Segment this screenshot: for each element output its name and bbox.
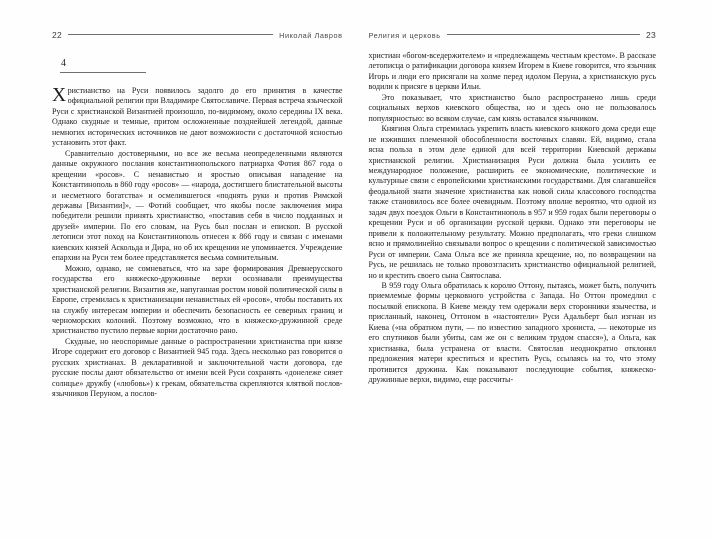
- paragraph: Можно, однако, не сомневаться, что на заре формирования Древнерусского государства его княжеско-дружинные верхи осознавали преимущества христианской религии. Византия же, напуганная ростом новой политической силы в Европе, стремилась к христианизации ненавистных ей «росов», чтобы поставить их на службу интересам империи и обеспечить безопасность ее северных границ и черноморских колоний. Поэтому возможно, что в княжеско-дружинной среде христианство пустило первые корни достаточно рано.: [52, 263, 343, 336]
- left-running-head-rule: [68, 34, 273, 35]
- paragraph: христиан «богом-вседержителем» и «предлежащемь честным крестом». В рассказе летописца о ратификации договора князем Игорем в Киеве говорится, что язычник Игорь и люди его присягали на холме перед идолом Перуна, а христианскую русь водили к присяге в церкви Ильи.: [368, 51, 656, 92]
- right-running-head: [369, 28, 657, 42]
- paragraph: Это показывает, что христианство было распространено лишь среди социальных верхов киевского общества, но и здесь оно не пользовалось популярностью: во всяком случае, сам князь оставался язычником.: [368, 92, 656, 123]
- chapter-number: 4: [61, 58, 66, 69]
- left-running-head-title: Николай Лавров: [279, 30, 343, 40]
- paragraph: Христианство на Руси появилось задолго до его принятия в качестве официальной религии при Владимире Святославиче. Первая встреча языческой Руси с христианской Византией произошло, по-видимому, около середины IX века. Однако скудные и темные, притом осложненные позднейшей легендой, данные немногих исторических источников не дают возможности с достаточной ясностью установить этот факт.: [52, 85, 343, 148]
- right-page-body: [369, 51, 657, 386]
- right-running-head-rule: [447, 34, 640, 35]
- right-page: [356, 0, 711, 540]
- left-page-body: [52, 86, 343, 400]
- right-running-head-title: Религия и церковь: [368, 30, 441, 40]
- chapter-opener-rule: [60, 72, 146, 73]
- paragraph: Скудные, но неоспоримые данные о распространении христианства при князе Игоре содержит его договор с Византией 945 года. Здесь несколько раз говорится о русских христианах. В декларативной и заключительной части договора, где русские послы дают обязательство от имени всей Руси сохранять «донележе сияет солнцье» дружбу («любовь») к грекам, обязательства скрепляются клятвой послов-язычников Перуном, а послов-: [52, 336, 343, 399]
- left-running-head: [52, 28, 343, 42]
- paragraph: Сравнительно достоверными, но все же весьма неопределенными являются данные окружного послания константинопольского патриарха Фотия 867 года о крещении «росов». С ненавистью и яростью описывая нападение на Константинополь в 860 году «росов» — «народа, достигшего блистательной высоты и несметного богатства» и осмелившегося «поднять руки и против Римской державы [Византии]», — Фотий сообщает, что якобы после заключения мира победители решили принять христианство, «поставив себя в число подданных и друзей» империи. По его словам, на Русь был послан и епископ. В русской летописи этот поход на Константинополь отнесен к 866 году и связан с именами киевских князей Аскольда и Дира, но об их крещении не упоминается. Учреждение епархии на Руси тем более представляется весьма сомнительным.: [52, 148, 343, 263]
- chapter-opener: [60, 59, 146, 73]
- paragraph: Княгиня Ольга стремилась укрепить власть киевского княжого дома среди еще не изживших племенной обособленности восточных славян. Ей, видимо, стала ясна польза в этом деле единой для всей территории Киевской державы христианской религии. Христианизация Руси должна была усилить ее международное положение, расширить ее экономические, политические и культурные связи с европейскими христианскими государствами. Для слагавшейся феодальной знати значение христианства как новой силы классового господства также становилось все более очевидным. Поэтому вполне вероятно, что одной из задач двух поездок Ольги в Константинополь в 957 и 959 годах были переговоры о крещении Руси и об организации русской церкви. Однако эти переговоры не привели к положительному результату. Можно предполагать, что греки слишком ясно и прямолинейно связывали вопрос о крещении с политической зависимостью Руси от империи. Сама Ольга все же приняла крещение, но, по возвращении на Русь, не решилась не только провозгласить христианство официальной религией, но и крестить своего сына Святослава.: [368, 124, 656, 280]
- right-page-folio: 23: [645, 30, 656, 40]
- paragraph: В 959 году Ольга обратилась к королю Оттону, пытаясь, может быть, получить приемлемые формы церковного устройства с Запада. Но Оттон промедлил с посылкой епископа. В Киеве между тем одержали верх сторонники язычества, и присланный, наконец, Оттоном в «настоятели» Руси Адальберт был изгнан из Киева («на обратном пути, — по известию западного хрониста, — некоторые из его спутников были убиты, сам же он с великим трудом спасся»), а Ольга, как христианка, была устранена от власти. Святослав неоднократно отклонял предложения матери креститься и крестить Русь, ссылаясь на то, что этому противится дружина. Как показывают последующие события, княжеско-дружинные верхи, видимо, еще рассчиты-: [368, 280, 656, 385]
- left-page-folio: 22: [52, 30, 63, 40]
